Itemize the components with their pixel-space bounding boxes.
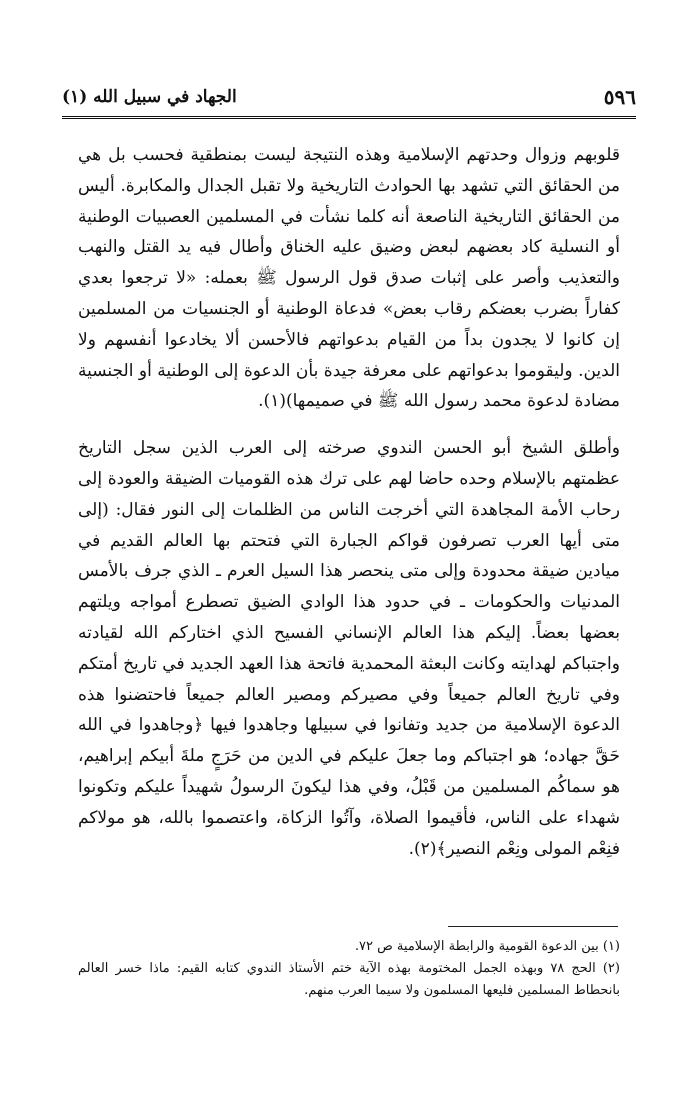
header-divider bbox=[62, 116, 636, 119]
main-text bbox=[78, 140, 620, 864]
footnote: (٢) الحج ٧٨ وبهذه الجمل المختومة بهذه الآية ختم الأستاذ الندوي كتابه القيم: ماذا خسر العالم بانحطاط المسلمين فليعها المسلمون ولا سيما العرب منهم. bbox=[78, 961, 620, 998]
footnote-divider bbox=[448, 926, 618, 927]
footnote: (١) بين الدعوة القومية والرابطة الإسلامية ص ٧٢. bbox=[354, 939, 620, 954]
paragraph: وأطلق الشيخ أبو الحسن الندوي صرخته إلى العرب الذين سجل التاريخ عظمتهم بالإسلام وحده حاضا لهم على ترك هذه القوميات الضيقة والعودة إلى رحاب الأمة المجاهدة التي أخرجت الناس من الظلمات إلى النور فقال: (إلى متى أيها العرب تصرفون قواكم الجبارة التي فتحتم بها العالم القديم في ميادين ضيقة محدودة وإلى متى ينحصر هذا السيل العرم ـ الذي جرف بالأمس المدنيات والحكومات ـ في حدود هذا الوادي الضيق تصطرع أمواجه ويلتهم بعضها بعضاً. إليكم هذا العالم الإنساني الفسيح الذي اختاركم الله لقيادته واجتباكم لهدايته وكانت البعثة المحمدية فاتحة هذا العهد الجديد في تاريخ أمتكم وفي تاريخ العالم جميعاً وفي مصيركم ومصير العالم جميعاً فاحتضنوا هذه الدعوة الإسلامية من جديد وتفانوا في سبيلها وجاهدوا فيها ﴿وجاهدوا في الله حَقَّ جهاده؛ هو اجتباكم وما جعلَ عليكم في الدين من حَرَجٍ ملةَ أبيكم إبراهيم، هو سماكُم المسلمين من قَبْلُ، وفي هذا ليكونَ الرسولُ شهيداً عليكم وتكونوا شهداء على الناس، فأقيموا الصلاة، وآتُوا الزكاة، واعتصموا بالله، هو مولاكم فنِعْم المولى ونِعْم النصير﴾(٢). bbox=[78, 438, 620, 859]
page-number: ٥٩٦ bbox=[603, 85, 636, 109]
paragraph: قلوبهم وزوال وحدتهم الإسلامية وهذه النتيجة ليست بمنطقية فحسب بل هي من الحقائق التي تشهد بها الحوادث التاريخية ولا تقبل الجدال والمكابرة. أليس من الحقائق التاريخية الناصعة أنه كلما نشأت في المسلمين العصبيات الوطنية أو النسلية كاد بعضهم لبعض وضيق عليه الخناق وأطال فيه يد القتل والنهب والتعذيب وأصر على إثبات صدق قول الرسول ﷺ بعمله: «لا ترجعوا بعدي كفاراً بضرب بعضكم رقاب بعض» فدعاة الوطنية أو الجنسيات من المسلمين إن كانوا لا يجدون بداً من القيام بدعواتهم فالأحسن ألا يخادعوا أنفسهم ولا الدين. وليقوموا بدعواتهم على معرفة جيدة بأن الدعوة إلى الوطنية أو الجنسية مضادة لدعوة محمد رسول الله ﷺ في صميمها)(١). bbox=[78, 145, 620, 412]
footnotes bbox=[78, 936, 620, 1002]
running-title: الجهاد في سبيل الله (١) bbox=[62, 87, 237, 107]
page-header bbox=[62, 84, 636, 112]
